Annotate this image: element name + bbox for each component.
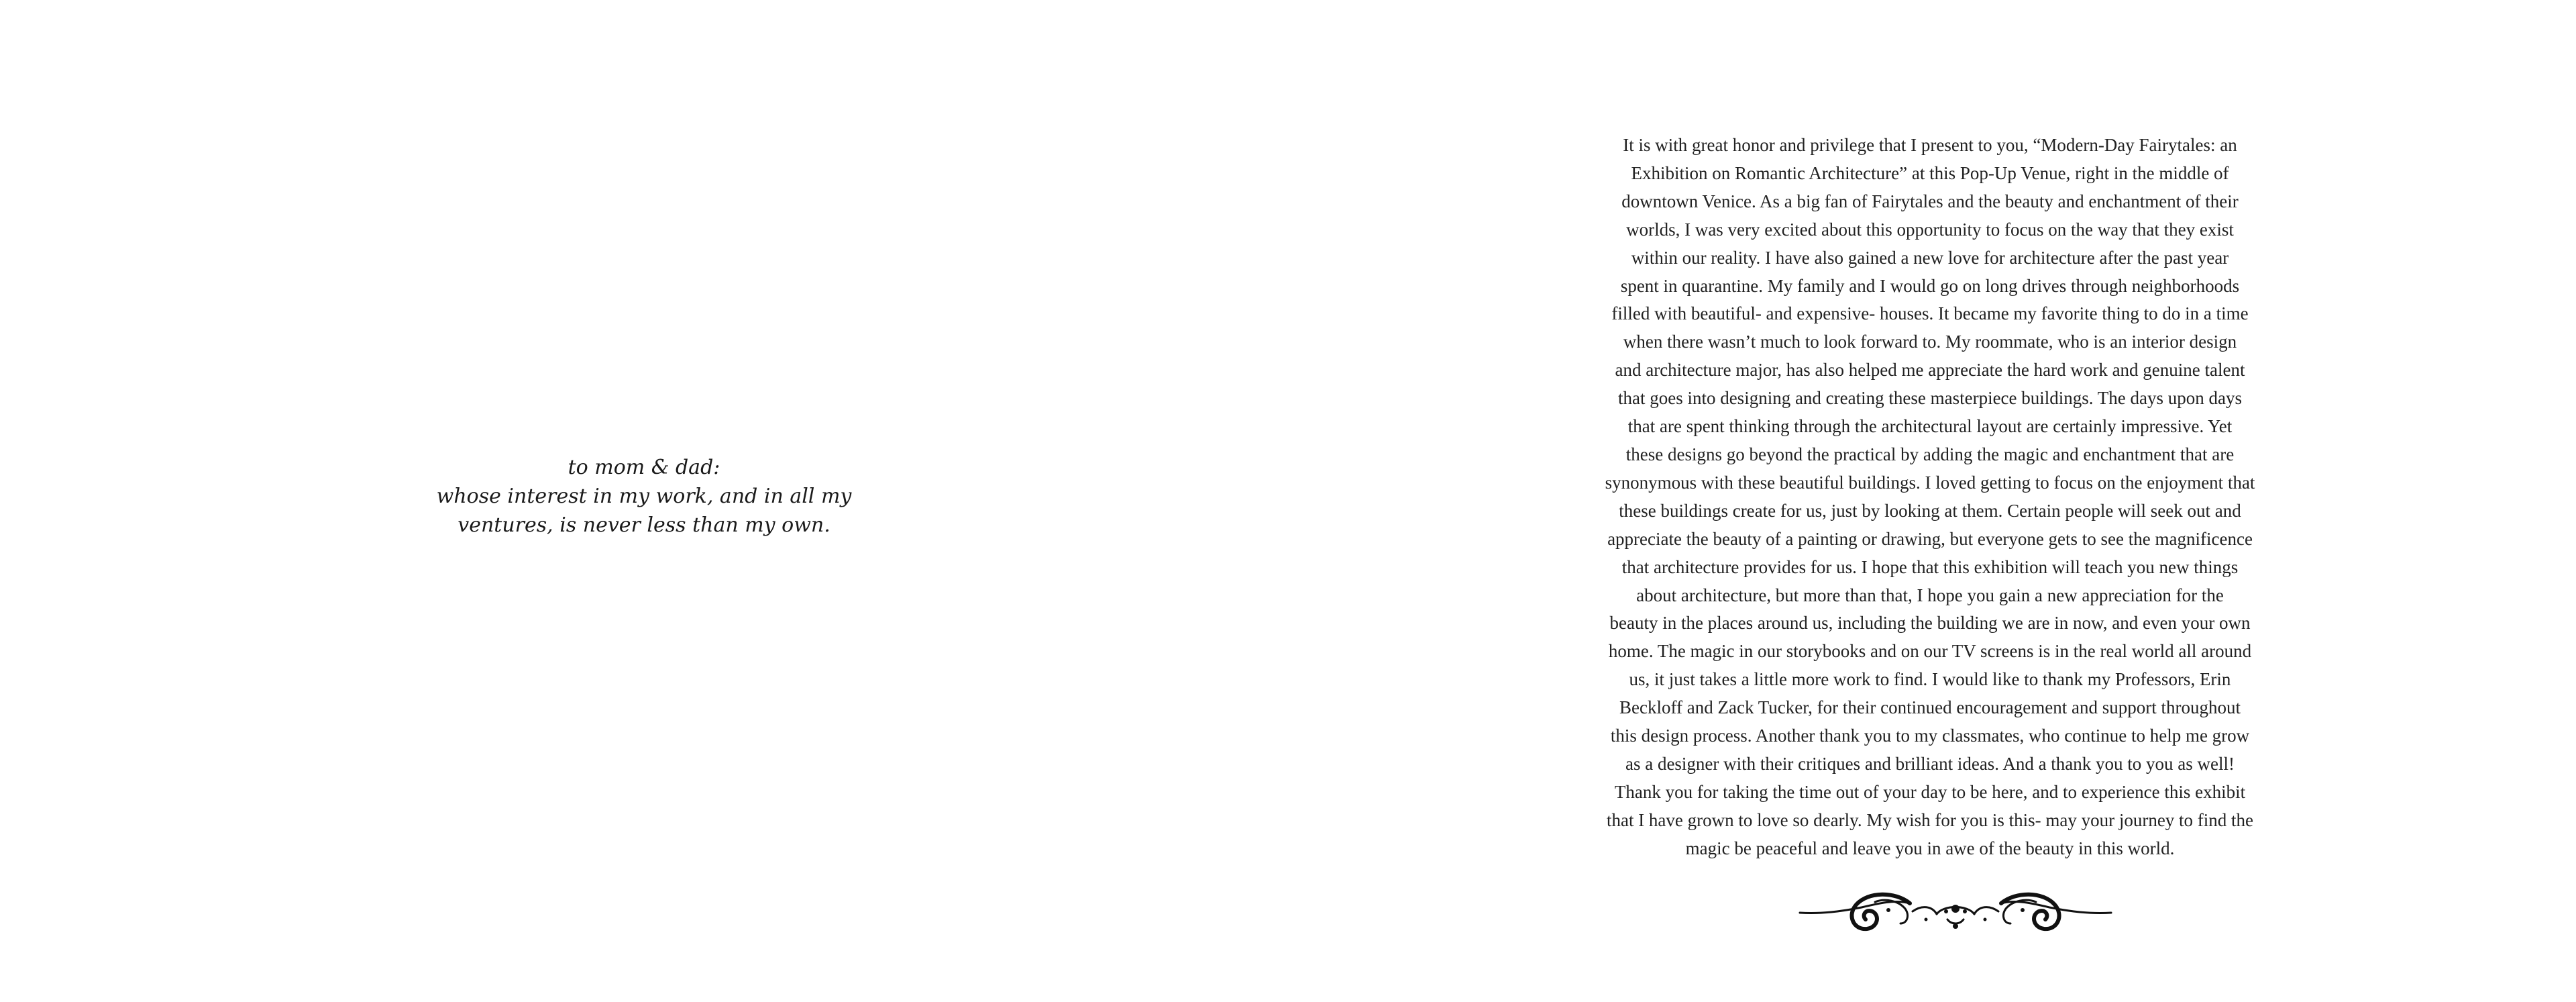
letter-line: downtown Venice. As a big fan of Fairytales and the beauty and enchantment of their	[1621, 191, 2239, 211]
letter-line: these designs go beyond the practical by adding the magic and enchantment that are	[1625, 444, 2235, 464]
letter-line: and architecture major, has also helped me appreciate the hard work and genuine talent	[1615, 360, 2245, 381]
letter-line: this design process. Another thank you to my classmates, who continue to help me grow	[1610, 725, 2250, 746]
letter-line: when there wasn’t much to look forward to. My roommate, who is an interior design	[1623, 332, 2237, 352]
right-page	[1288, 0, 2576, 1002]
letter-line: beauty in the places around us, including the building we are in now, and even your own	[1609, 613, 2251, 634]
letter-line: that I have grown to love so dearly. My wish for you is this- may your journey to find the	[1606, 809, 2254, 830]
letter-line: worlds, I was very excited about this opportunity to focus on the way that they exist	[1626, 219, 2234, 240]
letter-line: as a designer with their critiques and brilliant ideas. And a thank you to you as well!	[1625, 753, 2235, 774]
introduction-letter	[1556, 132, 2304, 863]
letter-line: spent in quarantine. My family and I would go on long drives through neighborhoods	[1620, 275, 2240, 296]
dedication-line: to mom & dad:	[568, 456, 720, 479]
letter-line: about architecture, but more than that, I hope you gain a new appreciation for the	[1636, 585, 2224, 605]
letter-line: us, it just takes a little more work to find. I would like to thank my Professors, Erin	[1629, 669, 2231, 690]
letter-line: Exhibition on Romantic Architecture” at this Pop-Up Venue, right in the middle of	[1631, 162, 2229, 183]
flourish-ornament-icon	[1794, 885, 2116, 938]
letter-line: home. The magic in our storybooks and on our TV screens is in the real world all around	[1608, 641, 2252, 662]
dedication-line: whose interest in my work, and in all my	[436, 485, 852, 508]
letter-line: synonymous with these beautiful buildings. I loved getting to focus on the enjoyment that	[1605, 472, 2255, 493]
letter-line: that are spent thinking through the architectural layout are certainly impressive. Yet	[1627, 416, 2233, 437]
letter-line: within our reality. I have also gained a new love for architecture after the past year	[1631, 247, 2229, 268]
letter-line: Thank you for taking the time out of your day to be here, and to experience this exhibit	[1614, 781, 2246, 802]
letter-line: It is with great honor and privilege that I present to you, “Modern-Day Fairytales: an	[1623, 135, 2237, 155]
letter-line: appreciate the beauty of a painting or drawing, but everyone gets to see the magnificence	[1607, 528, 2253, 549]
letter-line: that architecture provides for us. I hope that this exhibition will teach you new things	[1621, 556, 2239, 577]
letter-line: filled with beautiful- and expensive- houses. It became my favorite thing to do in a time	[1611, 303, 2249, 324]
letter-line: Beckloff and Zack Tucker, for their continued encouragement and support throughout	[1619, 697, 2241, 718]
dedication	[429, 453, 859, 540]
letter-line: magic be peaceful and leave you in awe of the beauty in this world.	[1685, 838, 2175, 858]
letter-line: these buildings create for us, just by looking at them. Certain people will seek out and	[1619, 500, 2241, 521]
letter-line: that goes into designing and creating these masterpiece buildings. The days upon days	[1617, 388, 2243, 409]
dedication-line: ventures, is never less than my own.	[458, 513, 830, 537]
